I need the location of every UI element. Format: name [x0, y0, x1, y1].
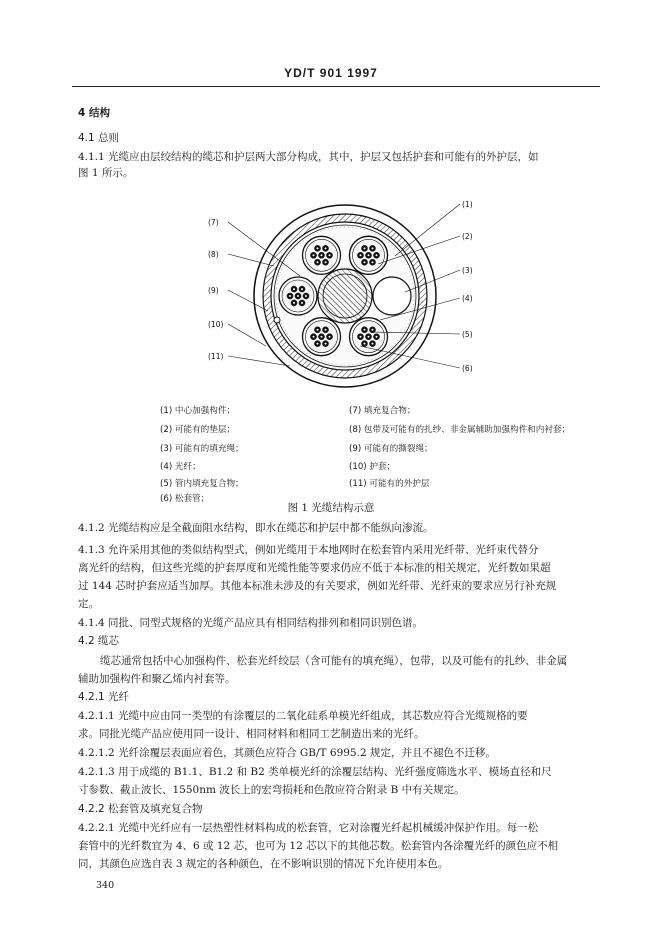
loose-tube: [303, 318, 341, 356]
cable-structure-diagram: [200, 196, 490, 396]
para-4-1-3-line4: 定。: [78, 598, 99, 610]
ripcord: [274, 317, 280, 323]
para-4-2-1-3-line2: 寸参数、截止波长、1550nm 波长上的宏弯损耗和色散应符合附录 B 中有关规定。: [78, 784, 465, 796]
page-number: 340: [96, 880, 115, 891]
figure-caption: 图 1 光缆结构示意: [287, 502, 375, 514]
para-4-2-line2: 辅助加强构件和聚乙烯内衬套等。: [78, 673, 236, 685]
para-4-1-3-line1: 4.1.3 允许采用其他的类似结构型式，例如光缆用于本地网时在松套管内采用光纤带、光纤束代替分: [78, 544, 539, 556]
legend-item-10: (10) 护套；: [349, 462, 396, 472]
para-4-1-3-line2: 离光纤的结构，但这些光缆的护套厚度和光缆性能等要求仍应不低于本标准的相关规定，光纤数如果超: [78, 562, 551, 574]
para-4-2-1-1-line2: 求。同批光缆产品应使用同一设计、相同材料和相同工艺制造出来的光纤。: [78, 728, 425, 740]
para-4-2-2-1-line1: 4.2.2.1 光缆中光纤应有一层热塑性材料构成的松套管，它对涂覆光纤起机械缓冲保护作用。每一松: [78, 822, 539, 834]
para-4-2-2-1-line2: 套管中的光纤数宜为 4、6 或 12 芯，也可为 12 芯以下的其他芯数。松套管内各涂覆光纤的颜色应不相: [78, 840, 559, 852]
section-4-2-2-title: 4.2.2 松套管及填充复合物: [78, 803, 203, 815]
callout-label: (3): [462, 266, 473, 275]
loose-tube: [350, 236, 388, 274]
para-4-2-2-1-line3: 同，其颜色应选自表 3 规定的各种颜色，在不影响识别的情况下允许使用本色。: [78, 858, 449, 870]
section-4-2-title: 4.2 缆芯: [78, 635, 120, 647]
legend-item-9: (9) 可能有的撕裂绳；: [349, 444, 433, 454]
para-4-1-4-line1: 4.1.4 同批、同型式规格的光缆产品应具有相同结构排列和相同识别色谱。: [78, 617, 424, 629]
callout-label: (9): [208, 286, 219, 295]
standard-code: YD/T 901 1997: [284, 66, 378, 80]
callout-label: (1): [462, 200, 473, 209]
para-4-1-1-line1: 4.1.1 光缆应由层绞结构的缆芯和护层两大部分构成，其中，护层又包括护套和可能有的外护层，如: [78, 151, 539, 163]
legend-item-6: (6) 松套管；: [160, 494, 210, 504]
legend-item-7: (7) 填充复合物；: [349, 406, 416, 416]
loose-tube: [303, 236, 341, 274]
para-4-2-1-1-line1: 4.2.1.1 光缆中应由同一类型的有涂覆层的二氧化硅系单模光纤组成，其芯数应符合光缆规格的要: [78, 710, 528, 722]
section-4-title: 4 结构: [78, 107, 110, 119]
para-4-2-1-2-line1: 4.2.1.2 光纤涂覆层表面应着色，其颜色应符合 GB/T 6995.2 规定，并且不褪色不迁移。: [78, 747, 496, 759]
callout-label: (10): [208, 320, 224, 329]
para-4-2-1-3-line1: 4.2.1.3 用于成缆的 B1.1、B1.2 和 B2 类单模光纤的涂覆层结构、光纤强度筛选水平、模场直径和尺: [78, 766, 552, 778]
central-strength-member: [318, 269, 372, 323]
section-4-1-title: 4.1 总则: [78, 132, 120, 144]
filler-rod: [373, 277, 411, 315]
legend-item-4: (4) 光纤；: [160, 462, 201, 472]
section-4-2-1-title: 4.2.1 光纤: [78, 691, 130, 703]
legend-item-5: (5) 管内填充复合物；: [160, 479, 244, 489]
callout-label: (5): [462, 330, 473, 339]
callout-label: (11): [208, 352, 224, 361]
para-4-1-2-line1: 4.1.2 光缆结构应是全截面阻水结构，即水在缆芯和护层中都不能纵向渗流。: [78, 522, 434, 534]
loose-tube: [350, 318, 388, 356]
legend-item-11: (11) 可能有的外护层: [349, 479, 430, 489]
callout-label: (6): [462, 364, 473, 373]
para-4-2-line1: 缆芯通常包括中心加强构件、松套光纤绞层（含可能有的填充绳），包带，以及可能有的扎纱、非金属: [100, 655, 568, 667]
legend-item-3: (3) 可能有的填充绳；: [160, 444, 244, 454]
header-rule: [72, 86, 600, 87]
callout-label: (4): [462, 294, 473, 303]
callout-label: (8): [208, 250, 219, 259]
legend-item-8: (8) 包带及可能有的扎纱、非金属辅助加强构件和内衬套；: [349, 425, 571, 435]
legend-item-1: (1) 中心加强构件；: [160, 406, 236, 416]
para-4-1-1-line2: 图 1 所示。: [78, 167, 134, 179]
callout-label: (7): [208, 218, 219, 227]
legend-item-2: (2) 可能有的垫层；: [160, 425, 236, 435]
callout-label: (2): [462, 232, 473, 241]
loose-tube: [279, 277, 317, 315]
para-4-1-3-line3: 过 144 芯时护套应适当加厚。其他本标准未涉及的有关要求，例如光纤带、光纤束的要求应另行补充规: [78, 580, 557, 592]
